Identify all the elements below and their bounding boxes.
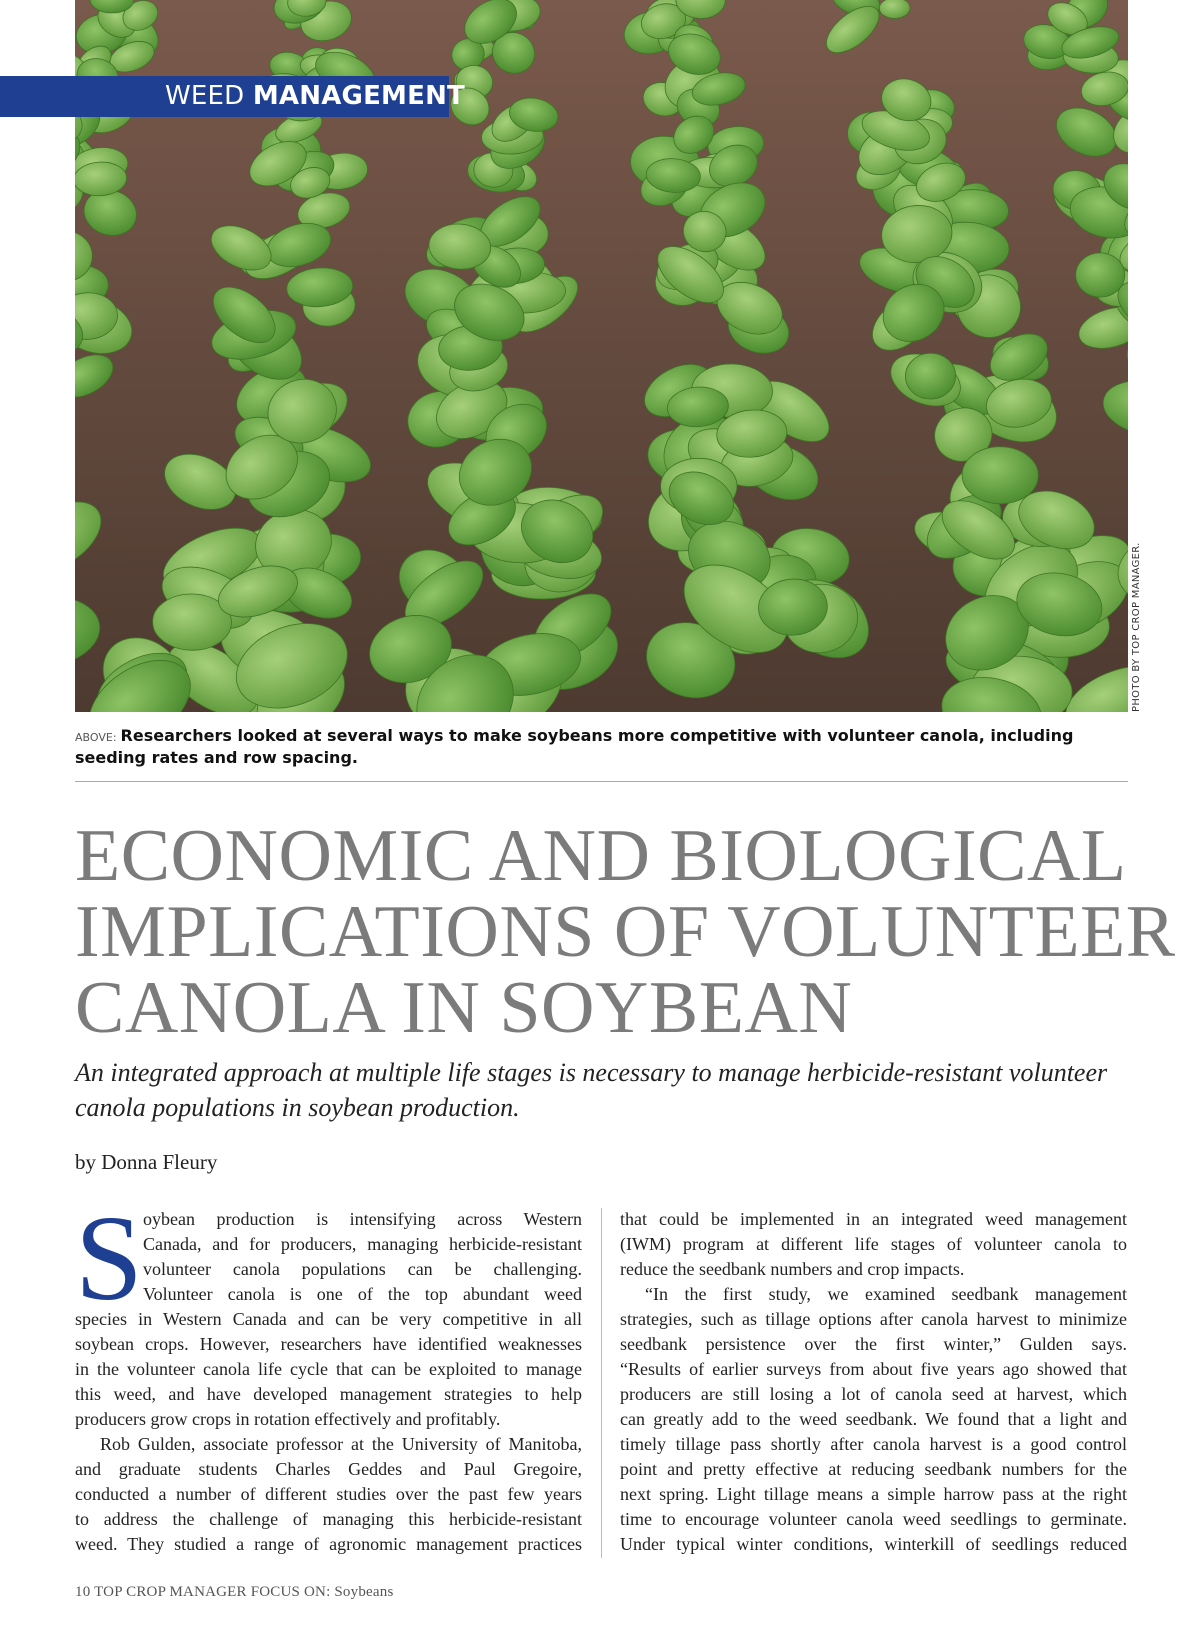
body-line: reduce the seedbank numbers and crop impacts.	[620, 1259, 965, 1279]
body-line: species in Western Canada and can be very competitive in all	[75, 1309, 582, 1329]
section-tag-bold: MANAGEMENT	[252, 81, 465, 111]
section-tag	[0, 76, 465, 117]
section-tag-light: WEED	[165, 81, 245, 111]
caption-text: Researchers looked at several ways to make soybeans more competitive with volunteer canola, including seeding rates and row spacing.	[75, 726, 1074, 767]
body-line: weed. They studied a range of agronomic management practices	[75, 1534, 582, 1554]
page-footer: 10 TOP CROP MANAGER FOCUS ON: Soybeans	[75, 1584, 394, 1600]
body-line: conducted a number of different studies over the past few years	[75, 1484, 582, 1504]
body-line: Under typical winter conditions, winterkill of seedlings reduced	[620, 1534, 1127, 1554]
body-line: producers grow crops in rotation effectively and profitably.	[75, 1409, 501, 1429]
body-line: and graduate students Charles Geddes and Paul Gregoire,	[75, 1459, 582, 1479]
caption-label: ABOVE:	[75, 731, 117, 744]
body-line: Canada, and for producers, managing herbicide-resistant	[143, 1234, 582, 1254]
body-line: strategies, such as tillage options after canola harvest to minimize	[620, 1309, 1127, 1329]
body-line: “Results of earlier surveys from about five years ago showed that	[620, 1359, 1127, 1379]
photo-credit: PHOTO BY TOP CROP MANAGER.	[1131, 542, 1142, 712]
body-line: timely tillage pass shortly after canola harvest is a good control	[620, 1434, 1127, 1454]
soybean-leaf	[1075, 252, 1125, 297]
body-line: that could be implemented in an integrated weed management	[620, 1209, 1127, 1229]
body-line: “In the first study, we examined seedbank management	[645, 1284, 1127, 1304]
headline-line: ECONOMIC AND BIOLOGICAL	[75, 815, 1127, 897]
body-line: seedbank persistence over the first winter,” Gulden says.	[620, 1334, 1127, 1354]
body-line: volunteer canola populations can be challenging.	[143, 1259, 582, 1279]
body-line: point and pretty effective at reducing seedbank numbers for the	[620, 1459, 1127, 1479]
body-column-1	[75, 1191, 582, 1557]
dek: An integrated approach at multiple life stages is necessary to manage herbicide-resistant volunteer canola populations in soybean production.	[75, 1058, 1108, 1122]
body-line: Volunteer canola is one of the top abundant weed	[143, 1284, 582, 1304]
body-line: to address the challenge of managing this herbicide-resistant	[75, 1509, 582, 1529]
headline-line: IMPLICATIONS OF VOLUNTEER	[75, 891, 1176, 973]
body-line: (IWM) program at different life stages of volunteer canola to	[620, 1234, 1127, 1254]
body-column-2	[620, 1207, 1127, 1557]
byline: by Donna Fleury	[75, 1150, 218, 1174]
body-line: next spring. Light tillage means a simple harrow pass at the right	[620, 1484, 1127, 1504]
body-line: this weed, and have developed management strategies to help	[75, 1384, 582, 1404]
body-line: time to encourage volunteer canola weed seedlings to germinate.	[620, 1509, 1127, 1529]
caption-divider	[75, 781, 1128, 782]
body-line: soybean crops. However, researchers have identified weaknesses	[75, 1334, 582, 1354]
column-divider	[601, 1208, 602, 1558]
body-line: Rob Gulden, associate professor at the University of Manitoba,	[100, 1434, 582, 1454]
body-line: in the volunteer canola life cycle that can be exploited to manage	[75, 1359, 582, 1379]
headline-line: CANOLA IN SOYBEAN	[75, 967, 853, 1049]
drop-cap: S	[75, 1191, 143, 1326]
headline	[75, 815, 1176, 1049]
body-line: producers are still losing a lot of canola seed at harvest, which	[620, 1384, 1127, 1404]
photo-caption	[75, 726, 1128, 768]
body-line: can greatly add to the weed seedbank. We found that a light and	[620, 1409, 1127, 1429]
body-line: oybean production is intensifying across Western	[143, 1209, 582, 1229]
